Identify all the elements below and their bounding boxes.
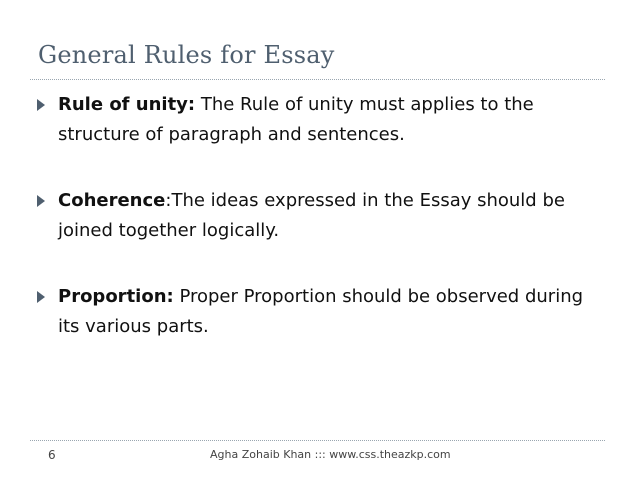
bullet-list [37, 90, 602, 342]
footer-divider [30, 440, 605, 441]
bullet-text: The Rule of unity must applies to the structure of paragraph and sentences. [58, 94, 534, 145]
triangle-right-icon [37, 99, 45, 111]
page-title: General Rules for Essay [38, 41, 335, 69]
page-number: 6 [48, 448, 56, 462]
bullet-text: :The ideas expressed in the Essay should be joined together logically. [58, 190, 565, 241]
triangle-right-icon [37, 195, 45, 207]
bullet-item [37, 282, 602, 342]
bullet-item [37, 186, 602, 246]
bullet-term: Proportion: [58, 286, 174, 307]
title-divider [30, 79, 605, 80]
bullet-term: Coherence [58, 190, 166, 211]
triangle-right-icon [37, 291, 45, 303]
bullet-item [37, 90, 602, 150]
bullet-text: Proper Proportion should be observed during its various parts. [58, 286, 584, 337]
footer-text: Agha Zohaib Khan ::: www.css.theazkp.com [210, 448, 451, 461]
bullet-term: Rule of unity: [58, 94, 196, 115]
